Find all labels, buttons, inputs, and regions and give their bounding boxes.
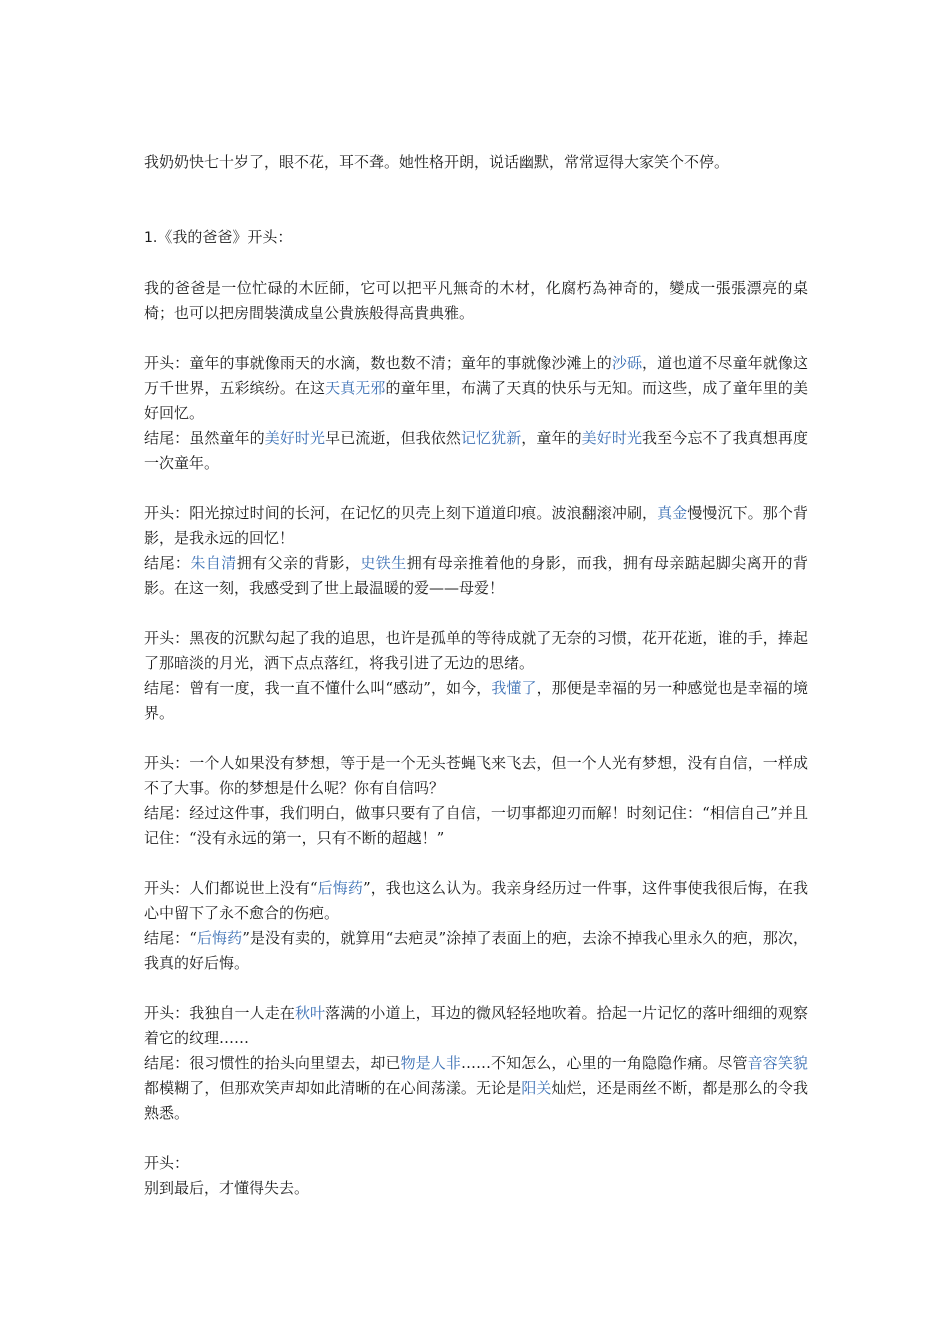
keyword-link[interactable]: 物是人非 xyxy=(400,1054,461,1072)
opening-paragraph xyxy=(144,1001,808,1051)
spacer xyxy=(144,175,808,225)
spacer xyxy=(144,251,808,276)
ending-label: 结尾： xyxy=(144,554,191,572)
ending-label: 结尾： xyxy=(144,429,190,447)
paragraph-text: 曾有一度，我一直不懂什么叫“感动”，如今， xyxy=(189,679,492,697)
keyword-link[interactable]: 天真无邪 xyxy=(325,379,386,397)
paragraph-text: 很习惯性的抬头向里望去，却已 xyxy=(189,1054,401,1072)
spacer xyxy=(144,726,808,751)
heading-number: 1. xyxy=(144,230,158,246)
paragraph-text: 拥有母亲推着他的身影，而我，拥有母亲踮起脚尖离开的背影。在这一刻，我感受到了世上最温暖的爱——母爱！ xyxy=(144,554,808,597)
ending-label: 结尾： xyxy=(144,804,190,822)
keyword-link[interactable]: 美好时光 xyxy=(581,429,643,447)
opening-paragraph xyxy=(144,501,808,551)
opening-label: 开头： xyxy=(144,1004,190,1022)
paragraph-text: 都模糊了，但那欢笑声却如此清晰的在心间荡漾。无论是 xyxy=(144,1079,522,1097)
spacer xyxy=(144,851,808,876)
paragraph-text: 慢慢沉下。那个背影，是我永远的回忆！ xyxy=(144,504,808,547)
keyword-link[interactable]: 朱自清 xyxy=(190,554,237,572)
opening-label: 开头： xyxy=(144,629,190,647)
opening-label: 开头： xyxy=(144,754,190,772)
ending-paragraph xyxy=(144,676,808,726)
section-heading xyxy=(144,225,808,251)
opening-paragraph xyxy=(144,351,808,426)
opening-label: 开头： xyxy=(144,504,190,522)
paragraph-text: 我至今忘不了我真想再度一次童年。 xyxy=(144,429,808,472)
ending-label: 结尾： xyxy=(144,929,190,947)
paragraph-text: ，童年的 xyxy=(521,429,582,447)
paragraph-text: ，道也道不尽童年就像这万千世界，五彩缤纷。在这 xyxy=(144,354,808,397)
paragraph-text: 虽然童年的 xyxy=(189,429,265,447)
paragraph-text: ，那便是幸福的另一种感觉也是幸福的境界。 xyxy=(144,679,808,722)
heading-title: 《我的爸爸》开头： xyxy=(157,228,293,246)
paragraph-text: 经过这件事，我们明白，做事只要有了自信，一切事都迎刃而解！时刻记住：“相信自己”并且记住：“没有永远的第一，只有不断的超越！” xyxy=(144,804,808,847)
keyword-link[interactable]: 音容笑貌 xyxy=(747,1054,808,1072)
keyword-link[interactable]: 我懂了 xyxy=(491,679,537,697)
ending-paragraph xyxy=(144,801,808,851)
ending-paragraph xyxy=(144,551,808,601)
keyword-link[interactable]: 史铁生 xyxy=(360,554,407,572)
ending-label: 结尾： xyxy=(144,679,190,697)
paragraph-text: ”，我也这么认为。我亲身经历过一件事，这件事使我很后悔，在我心中留下了永不愈合的伤疤。 xyxy=(144,879,808,922)
paragraph-text: 早已流逝，但我依然 xyxy=(325,429,461,447)
sections-container xyxy=(144,326,808,1126)
keyword-link[interactable]: 美好时光 xyxy=(264,429,326,447)
keyword-link[interactable]: 后悔药 xyxy=(317,879,363,897)
spacer xyxy=(144,476,808,501)
ending-paragraph xyxy=(144,426,808,476)
paragraph-text: ……不知怎么，心里的一角隐隐作痛。尽管 xyxy=(460,1054,748,1072)
keyword-link[interactable]: 秋叶 xyxy=(294,1004,326,1022)
paragraph-text: 落满的小道上，耳边的微风轻轻地吹着。拾起一片记忆的落叶细细的观察着它的纹理…… xyxy=(144,1004,808,1047)
keyword-link[interactable]: 记忆犹新 xyxy=(460,429,522,447)
paragraph-text: “ xyxy=(189,929,197,947)
spacer xyxy=(144,976,808,1001)
dad-paragraph: 我的爸爸是一位忙碌的木匠師，它可以把平凡無奇的木材，化腐朽為神奇的，變成一張張漂亮的桌椅；也可以把房間裝潢成皇公貴族般得高貴典雅。 xyxy=(144,279,808,322)
spacer xyxy=(144,326,808,351)
opening-paragraph xyxy=(144,751,808,801)
opening-label: 开头： xyxy=(144,354,190,372)
final-opening-label: 开头： xyxy=(144,1154,190,1172)
opening-label: 开头： xyxy=(144,879,190,897)
paragraph-text: 黑夜的沉默勾起了我的追思，也许是孤单的等待成就了无奈的习惯，花开花逝，谁的手，捧起了那暗淡的月光，洒下点点落红，将我引进了无边的思绪。 xyxy=(144,629,808,672)
paragraph-text: 童年的事就像雨天的水滴，数也数不清；童年的事就像沙滩上的 xyxy=(189,354,612,372)
document-body xyxy=(144,150,808,1201)
keyword-link[interactable]: 沙砾 xyxy=(611,354,643,372)
opening-paragraph xyxy=(144,626,808,676)
keyword-link[interactable]: 真金 xyxy=(657,504,688,522)
intro-paragraph: 我奶奶快七十岁了，眼不花，耳不聋。她性格开朗，说话幽默，常常逗得大家笑个不停。 xyxy=(144,153,730,171)
paragraph-text: 拥有父亲的背影， xyxy=(236,554,361,572)
final-opening-text: 别到最后，才懂得失去。 xyxy=(144,1179,310,1197)
spacer xyxy=(144,601,808,626)
paragraph-text: 阳光掠过时间的长河，在记忆的贝壳上刻下道道印痕。波浪翻滚冲刷， xyxy=(189,504,658,522)
ending-paragraph xyxy=(144,926,808,976)
keyword-link[interactable]: 后悔药 xyxy=(196,929,243,947)
ending-label: 结尾： xyxy=(144,1054,190,1072)
opening-paragraph xyxy=(144,876,808,926)
paragraph-text: 的童年里，布满了天真的快乐与无知。而这些，成了童年里的美好回忆。 xyxy=(144,379,808,422)
keyword-link[interactable]: 阳关 xyxy=(521,1079,552,1097)
paragraph-text: 灿烂，还是雨丝不断，都是那么的令我熟悉。 xyxy=(144,1079,808,1122)
spacer xyxy=(144,1126,808,1151)
paragraph-text: ”是没有卖的，就算用“去疤灵”涂掉了表面上的疤，去涂不掉我心里永久的疤，那次，我真的好后悔。 xyxy=(144,929,808,972)
paragraph-text: 我独自一人走在 xyxy=(189,1004,295,1022)
paragraph-text: 人们都说世上没有“ xyxy=(189,879,318,897)
ending-paragraph xyxy=(144,1051,808,1126)
paragraph-text: 一个人如果没有梦想，等于是一个无头苍蝇飞来飞去，但一个人光有梦想，没有自信，一样成不了大事。你的梦想是什么呢？你有自信吗？ xyxy=(144,754,808,797)
